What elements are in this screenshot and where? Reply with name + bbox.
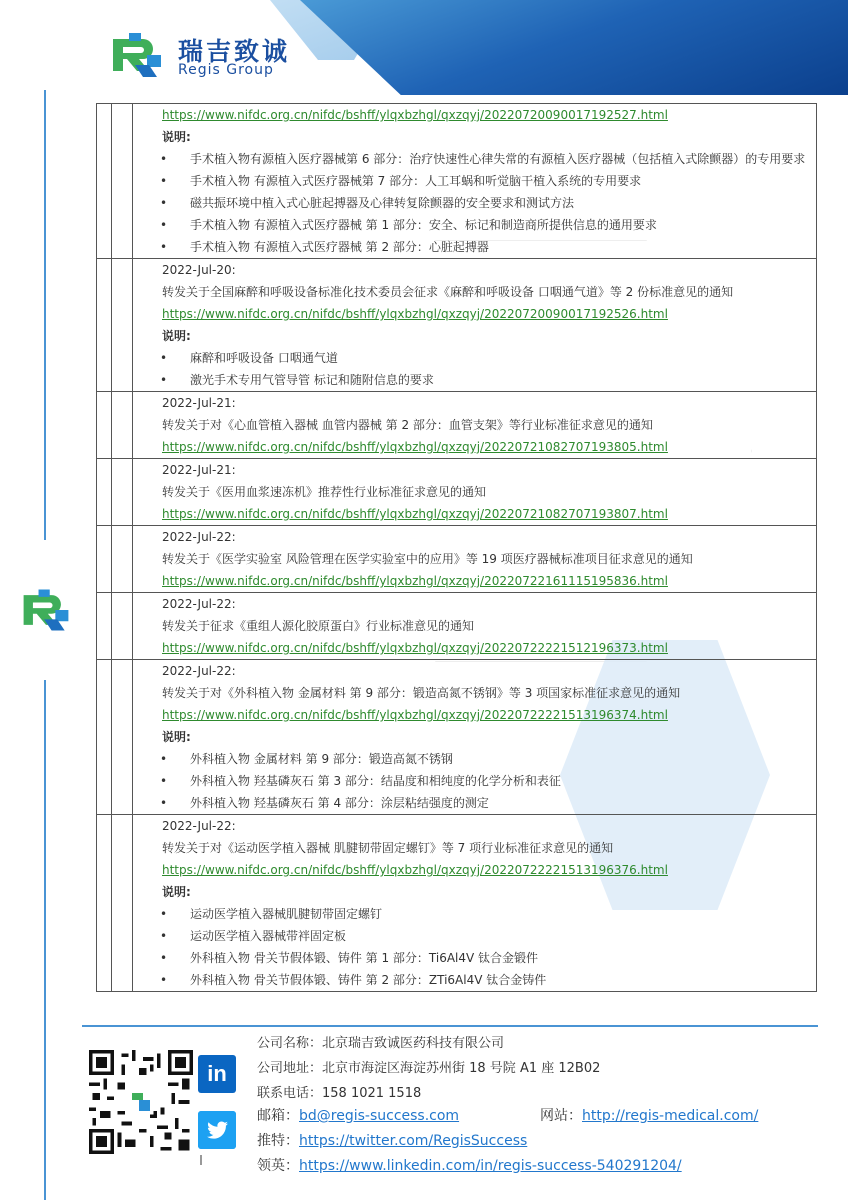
twitter-link[interactable]: https://twitter.com/RegisSuccess [299,1133,528,1149]
table-row [97,660,817,815]
table-cell-content [133,392,817,459]
brand-name-en: Regis Group [178,62,274,78]
twitter-row [257,1130,527,1150]
email-label: 邮箱： [257,1108,299,1124]
table-cell-empty [97,593,112,660]
notice-date: 2022-Jul-21: [162,396,236,410]
list-item: • 外科植入物 骨关节假体锻、铸件 第 2 部分：ZTi6Al4V 钛合金铸件 [160,969,808,991]
notice-title: 转发关于《医学实验室 风险管理在医学实验室中的应用》等 19 项医疗器械标准项目征求意见的通知 [162,552,693,566]
table-cell-empty [112,660,133,815]
table-cell-empty [97,259,112,392]
side-logo-icon [18,582,74,638]
table-row [97,104,817,259]
notice-date: 2022-Jul-22: [162,530,236,544]
table-cell-content [133,526,817,593]
table-cell-empty [97,526,112,593]
table-cell-empty [112,104,133,259]
website-label: 网站： [540,1108,582,1124]
table-cell-content [133,104,817,259]
table-row [97,259,817,392]
notice-link[interactable]: https://www.nifdc.org.cn/nifdc/bshff/ylqxbzhgl/qxzqyj/20220722221513196376.html [162,863,668,877]
linkedin-row [257,1155,682,1175]
table-cell-content [133,660,817,815]
table-cell-empty [97,660,112,815]
list-item: • 外科植入物 金属材料 第 9 部分：锻造高氮不锈钢 [160,748,808,770]
table-cell-empty [112,459,133,526]
table-cell-empty [112,392,133,459]
list-item: • 激光手术专用气管导管 标记和随附信息的要求 [160,369,808,391]
header-banner [300,0,848,95]
notice-link[interactable]: https://www.nifdc.org.cn/nifdc/bshff/ylqxbzhgl/qxzqyj/20220720090017192527.html [162,108,668,122]
notice-title: 转发关于对《运动医学植入器械 肌腱韧带固定螺钉》等 7 项行业标准征求意见的通知 [162,841,614,855]
list-item: • 运动医学植入器械带袢固定板 [160,925,808,947]
linkedin-label: 领英： [257,1158,299,1174]
table-cell-content [133,259,817,392]
twitter-label: 推特： [257,1133,299,1149]
table-row [97,392,817,459]
footer-divider-small [200,1155,202,1165]
regis-logo-icon [107,25,167,85]
list-item: • 手术植入物 有源植入式医疗器械第 7 部分：人工耳蜗和听觉脑干植入系统的专用要求 [160,170,808,192]
notice-link[interactable]: https://www.nifdc.org.cn/nifdc/bshff/ylqxbzhgl/qxzqyj/20220722221513196374.html [162,708,668,722]
linkedin-icon[interactable]: in [198,1055,236,1093]
note-label: 说明: [162,730,191,744]
list-item: • 手术植入物 有源植入式医疗器械 第 2 部分：心脏起搏器 [160,236,808,258]
note-label: 说明: [162,329,191,343]
list-item: • 外科植入物 羟基磷灰石 第 3 部分：结晶度和相纯度的化学分析和表征 [160,770,808,792]
company-name: 公司名称：北京瑞吉致诚医药科技有限公司 [257,1036,505,1051]
table-cell-empty [112,259,133,392]
table-row [97,459,817,526]
company-phone: 联系电话：158 1021 1518 [257,1086,422,1101]
footer-divider [82,1025,818,1027]
note-label: 说明: [162,130,191,144]
table-cell-content [133,593,817,660]
notice-date: 2022-Jul-22: [162,664,236,678]
notice-date: 2022-Jul-20: [162,263,236,277]
list-item: • 磁共振环境中植入式心脏起搏器及心律转复除颤器的安全要求和测试方法 [160,192,808,214]
website-row [540,1105,758,1125]
notice-title: 转发关于对《外科植入物 金属材料 第 9 部分：锻造高氮不锈钢》等 3 项国家标准征求意见的通知 [162,686,681,700]
twitter-icon[interactable] [198,1111,236,1149]
table-cell-empty [97,392,112,459]
note-label: 说明: [162,885,191,899]
table-cell-empty [112,593,133,660]
notice-date: 2022-Jul-21: [162,463,236,477]
qr-code-icon[interactable] [89,1050,193,1154]
table-cell-empty [112,815,133,992]
notice-title: 转发关于征求《重组人源化胶原蛋白》行业标准意见的通知 [162,619,475,633]
table-cell-content [133,459,817,526]
email-row [257,1105,459,1125]
notice-title: 转发关于对《心血管植入器械 血管内器械 第 2 部分：血管支架》等行业标准征求意见的通知 [162,418,653,432]
notice-link[interactable]: https://www.nifdc.org.cn/nifdc/bshff/ylqxbzhgl/qxzqyj/20220721082707193805.html [162,440,668,454]
list-item: • 外科植入物 羟基磷灰石 第 4 部分：涂层粘结强度的测定 [160,792,808,814]
notice-date: 2022-Jul-22: [162,597,236,611]
notice-title: 转发关于全国麻醉和呼吸设备标准化技术委员会征求《麻醉和呼吸设备 口咽通气道》等 2 份标准意见的通知 [162,285,734,299]
linkedin-link[interactable]: https://www.linkedin.com/in/regis-success-540291204/ [299,1158,682,1174]
table-cell-content [133,815,817,992]
table-cell-empty [97,815,112,992]
website-link[interactable]: http://regis-medical.com/ [582,1108,759,1124]
table-row [97,815,817,992]
notice-table [96,103,817,992]
table-row [97,593,817,660]
list-item: • 麻醉和呼吸设备 口咽通气道 [160,347,808,369]
brand-name-cn: 瑞吉致诚 [178,37,291,66]
list-item: • 手术植入物 有源植入式医疗器械 第 1 部分：安全、标记和制造商所提供信息的通用要求 [160,214,808,236]
notice-link[interactable]: https://www.nifdc.org.cn/nifdc/bshff/ylqxbzhgl/qxzqyj/20220722161115195836.html [162,574,668,588]
company-address: 公司地址：北京市海淀区海淀苏州街 18 号院 A1 座 12B02 [257,1061,601,1076]
notice-link[interactable]: https://www.nifdc.org.cn/nifdc/bshff/ylqxbzhgl/qxzqyj/20220722221512196373.html [162,641,668,655]
notice-title: 转发关于《医用血浆速冻机》推荐性行业标准征求意见的通知 [162,485,487,499]
list-item: • 外科植入物 骨关节假体锻、铸件 第 1 部分：Ti6Al4V 钛合金锻件 [160,947,808,969]
notice-date: 2022-Jul-22: [162,819,236,833]
side-line-top [44,90,46,540]
email-link[interactable]: bd@regis-success.com [299,1108,460,1124]
notice-link[interactable]: https://www.nifdc.org.cn/nifdc/bshff/ylqxbzhgl/qxzqyj/20220721082707193807.html [162,507,668,521]
table-cell-empty [112,526,133,593]
notice-link[interactable]: https://www.nifdc.org.cn/nifdc/bshff/ylqxbzhgl/qxzqyj/20220720090017192526.html [162,307,668,321]
table-row [97,526,817,593]
table-cell-empty [97,459,112,526]
list-item: • 手术植入物有源植入医疗器械第 6 部分：治疗快速性心律失常的有源植入医疗器械（包括植入式除颤器）的专用要求 [160,148,808,170]
list-item: • 运动医学植入器械肌腱韧带固定螺钉 [160,903,808,925]
table-cell-empty [97,104,112,259]
side-line-bottom [44,680,46,1200]
